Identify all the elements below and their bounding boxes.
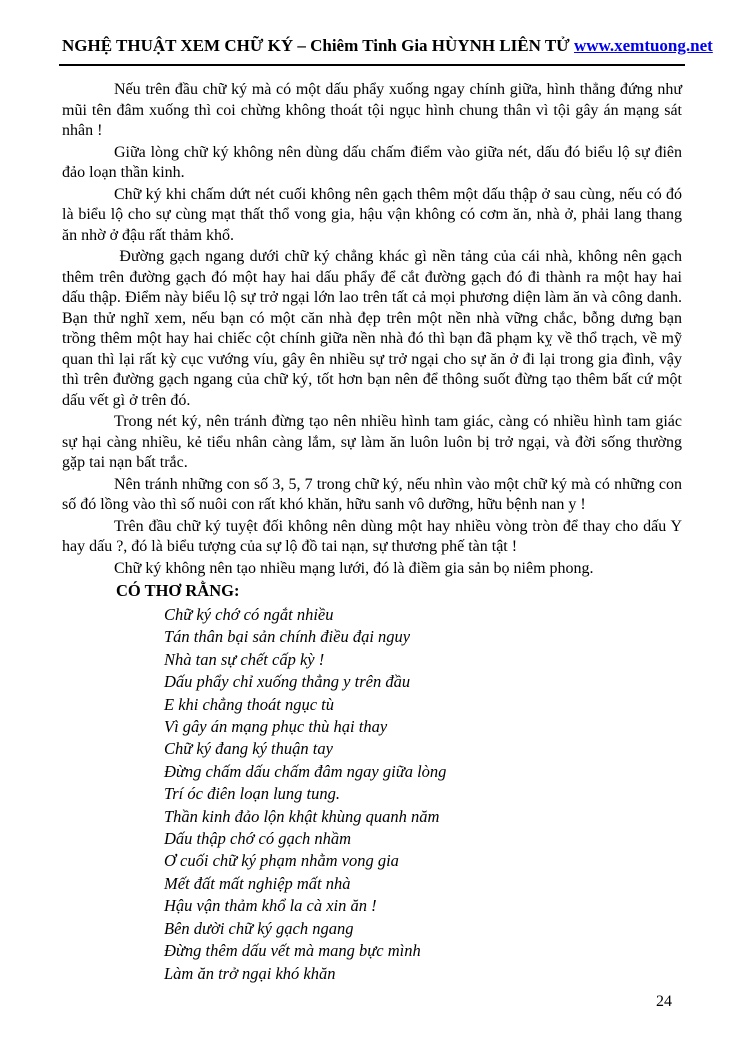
poem-line: Ơ cuối chữ ký phạm nhằm vong gia: [164, 851, 399, 871]
poem-line: Vì gây án mạng phục thù hại thay: [164, 717, 388, 737]
poem-line: Dấu thập chớ có gạch nhầm: [164, 829, 352, 849]
poem-line: Đừng thêm dấu vết mà mang bực mình: [164, 941, 421, 961]
poem-line: E khi chẳng thoát ngục tù: [164, 694, 335, 714]
header-link-label[interactable]: www.xemtuong.net: [573, 36, 713, 55]
poem-line: Nhà tan sự chết cấp kỳ !: [164, 649, 325, 669]
poem-line: Đừng chấm dấu chấm đâm ngay giữa lòng: [164, 761, 447, 781]
poem-line: Bên dười chữ ký gạch ngang: [164, 918, 354, 938]
poem-line: Tán thân bại sản chính điều đại nguy: [164, 627, 411, 647]
header-rule: [59, 64, 685, 66]
poem-line: Chữ ký chớ có ngắt nhiều: [164, 605, 334, 624]
paragraph: Trên đầu chữ ký tuyệt đối không nên dùng một hay nhiều vòng tròn để thay cho dấu Y hay dấu ?, đó là biểu tượng của sự lộ đồ tai nạn, sự thương phế tàn tật !: [62, 517, 686, 555]
body-text: [62, 80, 686, 579]
poem-line: Hậu vận thảm khổ la cà xin ăn !: [164, 896, 377, 916]
page-number: 24: [656, 993, 672, 1010]
poem-line: Làm ăn trở ngại khó khăn: [164, 963, 336, 983]
poem-line: Chữ ký đang ký thuận tay: [164, 739, 333, 759]
page-header: [62, 36, 713, 64]
poem-heading: CÓ THƠ RẰNG:: [116, 581, 240, 600]
paragraph: Giữa lòng chữ ký không nên dùng dấu chấm điểm vào giữa nét, dấu đó biểu lộ sự điên đảo loạn thần kinh.: [62, 143, 686, 181]
poem: [62, 604, 682, 985]
paragraph: Chữ ký khi chấm dứt nét cuối không nên gạch thêm một dấu thập ở sau cùng, nếu có đó là biểu lộ cho sự cùng mạt thất thổ vong gia, hậu vận không có cơm ăn, nhà ở, phải lang thang ăn nhờ ở đậu rất thảm khổ.: [62, 185, 686, 244]
poem-line: Mết đất mất nghiệp mất nhà: [164, 873, 351, 893]
paragraph: Chữ ký không nên tạo nhiều mạng lưới, đó là điềm gia sản bọ niêm phong.: [114, 559, 594, 577]
header-title: NGHỆ THUẬT XEM CHỮ KÝ – Chiêm Tinh Gia HÙYNH LIÊN TỬ: [62, 36, 574, 55]
paragraph: Nếu trên đầu chữ ký mà có một dấu phẩy xuống ngay chính giữa, hình thẳng đứng như mũi tên đâm xuống thì coi chừng không thoát tội ngục hình chung thân vì tội gây án mạng sát nhân !: [62, 81, 686, 139]
poem-line: Thần kinh đảo lộn khật khùng quanh năm: [164, 806, 440, 826]
paragraph: Nên tránh những con số 3, 5, 7 trong chữ ký, nếu nhìn vào một chữ ký mà có những con số đó lồng vào thì số nuôi con rất khó khăn, hữu sanh vô dưỡng, hữu bệnh nan y !: [62, 475, 686, 513]
poem-line: Dấu phẩy chỉ xuống thẳng y trên đầu: [164, 672, 411, 692]
poem-line: Trí óc điên loạn lung tung.: [164, 784, 341, 804]
header-link[interactable]: [574, 36, 713, 55]
paragraph: Trong nét ký, nên tránh đừng tạo nên nhiều hình tam giác, càng có nhiều hình tam giác sự hại càng nhiều, kẻ tiểu nhân càng lắm, sự làm ăn luôn luôn bị trở ngại, và đời sống thường gặp tai nạn bất trắc.: [62, 413, 686, 471]
paragraph: Đường gạch ngang dưới chữ ký chẳng khác gì nền tảng của cái nhà, không nên gạch thêm trên đường gạch đó một hay hai dấu phẩy để cắt đường gạch đó đi thành ra một hay hai dấu thập. Điểm này biểu lộ sự trở ngại lớn lao trên tất cả mọi phương diện làm ăn và công danh. Bạn thử nghĩ xem, nếu bạn có một căn nhà đẹp trên một nền nhà vững chắc, bỗng dưng bạn trồng thêm một hay hai chiếc cột chính giữa nền nhà đó thì bạn đã phạm kỵ về thổ trạch, về mỹ quan thì lại rất kỳ cục vướng víu, gây ên nhiều sự trở ngại cho sự ăn ở đi lại trong gia đình, vậy thì trên đường gạch ngang của chữ ký, tốt hơn bạn nên để thông suốt đừng tạo thêm bất cứ một dấu vết gì ở trên đó.: [62, 248, 686, 409]
